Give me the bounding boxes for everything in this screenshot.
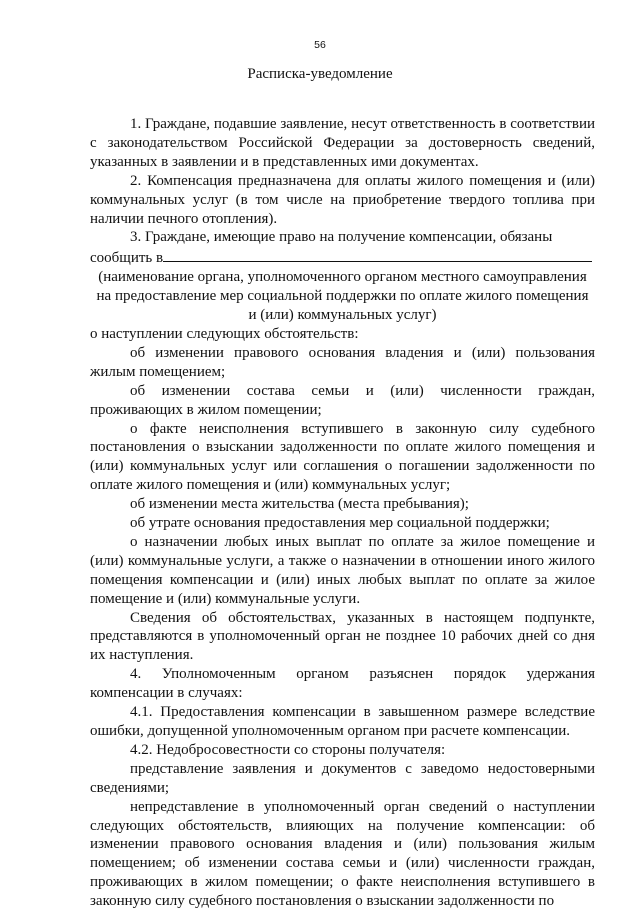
list-item-5: о назначении любых иных выплат по оплате за жилое помещение и (или) коммунальные услуги, а также о назначении в отношении иного жилого помещения компенсации и (или) иных любых выплат по оплате за жилое помещение и (или) коммунальные услуги. [90, 533, 595, 607]
paragraph-4-1: 4.1. Предоставления компенсации в завышенном размере вследствие ошибки, допущенной уполномоченным органом при расчете компенсации. [90, 704, 595, 739]
paragraph-1: 1. Граждане, подавшие заявление, несут ответственность в соответствии с законодательством Российской Федерации за достоверность сведений, указанных в заявлении и в представленных ими документах. [90, 116, 595, 170]
list-item-4: об утрате основания предоставления мер социальной поддержки; [130, 515, 550, 532]
paragraph-3: 3. Граждане, имеющие право на получение компенсации, обязаны [130, 229, 553, 246]
note-line-3: и (или) коммунальных услуг) [248, 307, 437, 324]
note-line-1: (наименование органа, уполномоченного органом местного самоуправления [98, 269, 587, 286]
list-item-3: об изменении места жительства (места пребывания); [130, 496, 469, 513]
paragraph-2: 2. Компенсация предназначена для оплаты жилого помещения и (или) коммунальных услуг (в том числе на приобретение твердого топлива при наличии печного отопления). [90, 172, 595, 227]
paragraph-4-2-a: представление заявления и документов с заведомо недостоверными сведениями; [90, 760, 595, 796]
paragraph-3-tail: о наступлении следующих обстоятельств: [90, 325, 359, 342]
paragraph-4-2: 4.2. Недобросовестности со стороны получателя: [130, 741, 446, 758]
document-body [90, 115, 595, 911]
paragraph-3-lead [90, 247, 595, 268]
page-number: 56 [314, 39, 326, 51]
list-item-0: об изменении правового основания владения и (или) пользования жилым помещением; [90, 344, 595, 380]
list-item-1: об изменении состава семьи и (или) численности граждан, проживающих в жилом помещении; [90, 382, 595, 418]
lead-text: сообщить в [90, 250, 164, 267]
paragraph-4: 4. Уполномоченным органом разъяснен порядок удержания компенсации в случаях: [90, 666, 595, 702]
fill-in-blank-line[interactable] [163, 247, 592, 262]
note-line-2: на предоставление мер социальной поддержки по оплате жилого помещения [96, 288, 589, 305]
document-title: Расписка-уведомление [247, 66, 393, 82]
list-item-2: о факте неисполнения вступившего в законную силу судебного постановления о взыскании задолженности по оплате жилого помещения и (или) коммунальных услуг или соглашения о погашении задолженности по оплате жилого помещения и (или) коммунальных услуг; [90, 420, 595, 494]
paragraph-4-2-b: непредставление в уполномоченный орган сведений о наступлении следующих обстоятельств, влияющих на получение компенсации: об изменении правового основания владения и (или) пользования жилым помещением; об изменении состава семьи и (или) численности граждан, проживающих в жилом помещении; о факте неисполнения вступившего в законную силу судебного постановления о взыскании задолженности по [90, 798, 595, 910]
paragraph-3-final: Сведения об обстоятельствах, указанных в настоящем подпункте, представляются в уполномоченный орган не позднее 10 рабочих дней со дня их наступления. [90, 609, 595, 664]
